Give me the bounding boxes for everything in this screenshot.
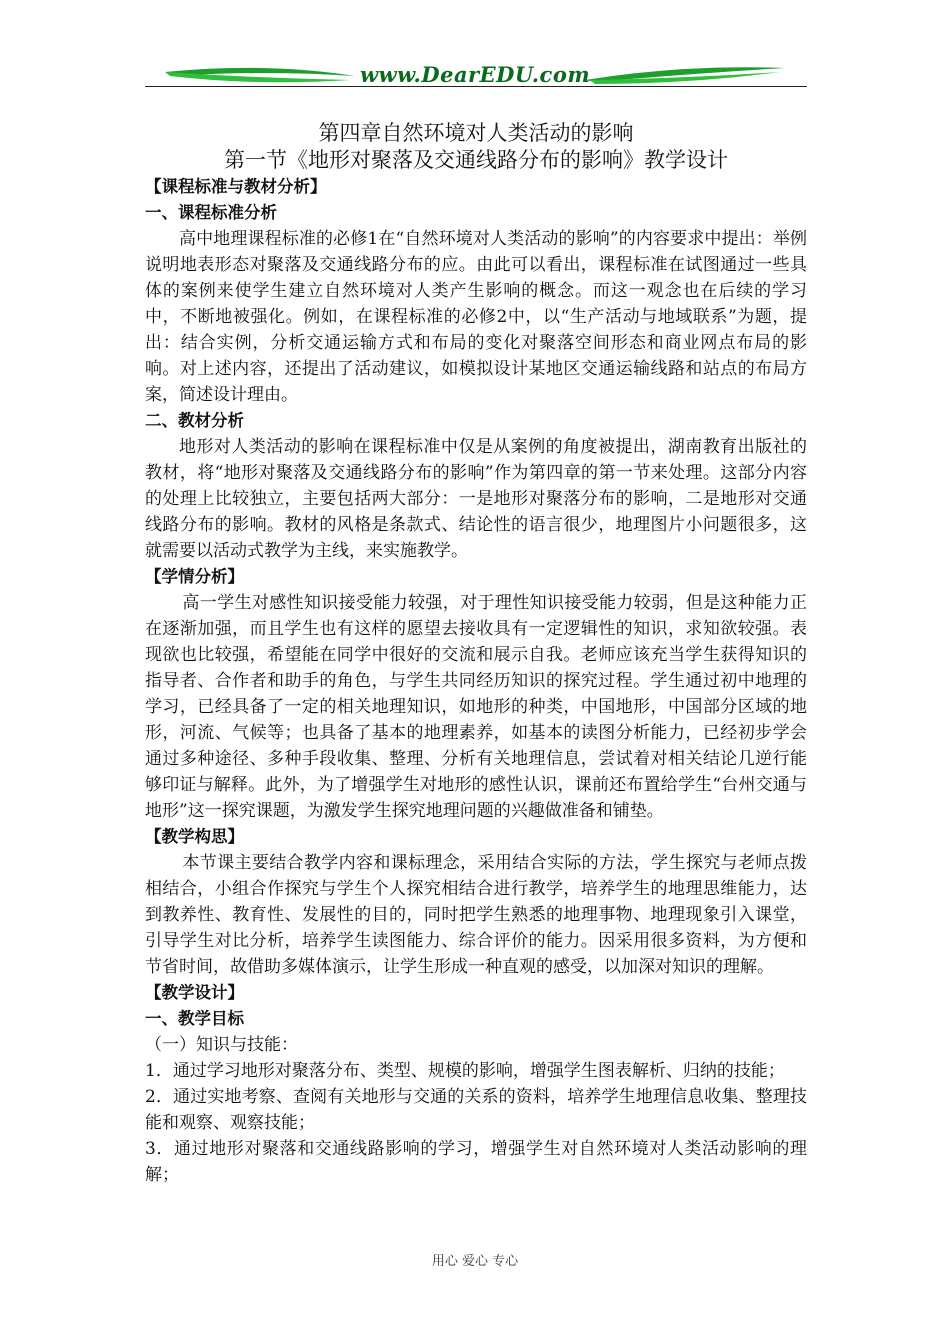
section-heading-teaching-design: 【教学设计】 [145,983,244,1002]
paragraph-textbook-analysis: 地形对人类活动的影响在课程标准中仅是从案例的角度被提出，湖南教育出版社的教材，将“地形对聚落及交通线路分布的影响”作为第四章的第一节来处理。这部分内容的处理上比较独立，主要包括两大部分：一是地形对聚落分布的影响，二是地形对交通线路分布的影响。教材的风格是条款式、结论性的语言很少，地理图片小问题很多，这就需要以活动式教学为主线，来实施教学。 [145,437,807,561]
section-heading-curriculum: 【课程标准与教材分析】 [145,177,327,196]
subheading-textbook-analysis: 二、教材分析 [145,411,244,430]
site-url: www.DearEDU.com [359,62,591,87]
title-line-2: 第一节《地形对聚落及交通线路分布的影响》教学设计 [224,148,728,172]
subheading-knowledge-skills: （一）知识与技能： [145,1035,298,1055]
list-item: 2．通过实地考察、查阅有关地形与交通的关系的资料，培养学生地理信息收集、整理技能和观察、观察技能； [145,1087,807,1133]
page-footer: 用心 爱心 专心 [431,1254,519,1269]
title-line-1: 第四章自然环境对人类活动的影响 [318,121,634,145]
section-heading-student-analysis: 【学情分析】 [145,567,244,586]
header-rule [145,86,807,87]
subheading-teaching-goals: 一、教学目标 [145,1009,244,1028]
paragraph-teaching-concept: 本节课主要结合教学内容和课标理念，采用结合实际的方法，学生探究与老师点拨相结合，小组合作探究与学生个人探究相结合进行教学，培养学生的地理思维能力，达到教养性、教育性、发展性的目的，同时把学生熟悉的地理事物、地理现象引入课堂，引导学生对比分析，培养学生读图能力、综合评价的能力。因采用很多资料，为方便和节省时间，故借助多媒体演示，让学生形成一种直观的感受，以加深对知识的理解。 [145,853,807,977]
paragraph-curriculum-analysis: 高中地理课程标准的必修1在“自然环境对人类活动的影响”的内容要求中提出：举例说明地表形态对聚落及交通线路分布的应。由此可以看出，课程标准在试图通过一些具体的案例来使学生建立自然环境对人类产生影响的概念。而这一观念也在后续的学习中，不断地被强化。例如，在课程标准的必修2中，以“生产活动与地域联系”为题，提出：结合实例，分析交通运输方式和布局的变化对聚落空间形态和商业网点布局的影响。对上述内容，还提出了活动建议，如模拟设计某地区交通运输线路和站点的布局方案，简述设计理由。 [145,229,807,405]
list-item: 1．通过学习地形对聚落分布、类型、规模的影响，增强学生图表解析、归纳的技能； [145,1061,785,1081]
subheading-curriculum-analysis: 一、课程标准分析 [145,203,277,222]
list-item: 3．通过地形对聚落和交通线路影响的学习，增强学生对自然环境对人类活动影响的理解； [145,1139,807,1185]
section-heading-teaching-concept: 【教学构思】 [145,827,244,846]
document-body [145,120,807,1188]
paragraph-student-analysis: 高一学生对感性知识接受能力较强，对于理性知识接受能力较弱，但是这种能力正在逐渐加强，而且学生也有这样的愿望去接收具有一定逻辑性的知识，求知欲较强。表现欲也比较强，希望能在同学中很好的交流和展示自我。老师应该充当学生获得知识的指导者、合作者和助手的角色，与学生共同经历知识的探究过程。学生通过初中地理的学习，已经具备了一定的相关地理知识，如地形的种类，中国地形，中国部分区域的地形，河流、气候等；也具备了基本的地理素养，如基本的读图分析能力，已经初步学会通过多种途径、多种手段收集、整理、分析有关地理信息，尝试着对相关结论几逆行能够印证与解释。此外，为了增强学生对地形的感性认识，课前还布置给学生“台州交通与地形”这一探究课题，为激发学生探究地理问题的兴趣做准备和铺垫。 [145,593,807,821]
